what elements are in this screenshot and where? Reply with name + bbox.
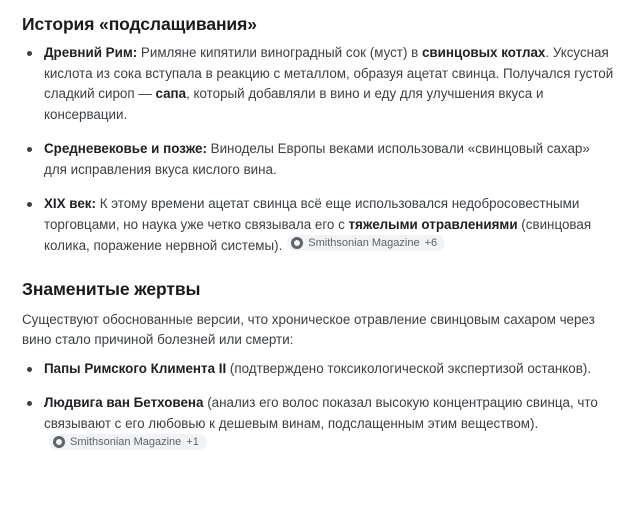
list-item [22,359,616,380]
citation-more-count: +6 [424,237,438,249]
list-item-lead: Людвига ван Бетховена [44,395,204,410]
list-item [22,393,616,456]
source-favicon-icon [53,436,65,448]
citation-chip[interactable] [49,434,207,450]
list-item-text: Римляне кипятили виноградный сок (муст) в [137,45,422,60]
section-title-victims: Знаменитые жертвы [22,278,201,299]
list-item-lead: Средневековье и позже: [44,141,207,156]
list-item-text: (анализ его волос показал высокую концентрацию свинца, что связывают с его любовью к дешевым винам, подслащенным этим веществом). [44,395,598,431]
victims-list [22,359,616,456]
list-item-lead: Папы Римского Климента II [44,360,227,376]
list-item-text: (подтверждено токсикологической экспертизой останков). [226,360,592,376]
list-item-emphasis: тяжелыми отравлениями [348,216,518,232]
citation-source: Smithsonian Magazine [308,237,420,249]
list-item-text: К этому времени ацетат свинца всё еще использовался недобросовестными торговцами, но наука уже четко связывала его с [44,196,580,232]
list-item-text: (свинцовая колика, поражение нервной системы). [44,216,592,253]
list-item-text: , который добавляли в вино и еду для улучшения вкуса и консервации. [44,86,544,122]
list-item [22,194,616,257]
list-item [22,43,616,125]
list-item-emphasis: свинцовых котлах [421,45,546,60]
list-item [22,139,616,180]
citation-chip[interactable] [287,235,445,251]
history-list [22,43,616,257]
list-item-text: . Уксусная кислота из сока вступала в реакцию с металлом, образуя ацетат свинца. Получался густой сладкий сироп — [44,45,614,101]
page-title: История «подслащивания» [22,14,257,34]
citation-more-count: +1 [186,436,199,448]
intro-paragraph: Существуют обоснованные версии, что хроническое отравление свинцовым сахаром через вино стало причиной болезней или смерти: [22,311,595,347]
list-item-text: Виноделы Европы веками использовали «свинцовый сахар» для исправления вкуса кислого вина. [44,141,590,177]
list-item-lead: Древний Рим: [44,45,138,60]
list-item-lead: XIX век: [44,196,96,211]
source-favicon-icon [291,237,303,249]
citation-source: Smithsonian Magazine [70,436,182,448]
list-item-emphasis: сапа [155,86,187,101]
